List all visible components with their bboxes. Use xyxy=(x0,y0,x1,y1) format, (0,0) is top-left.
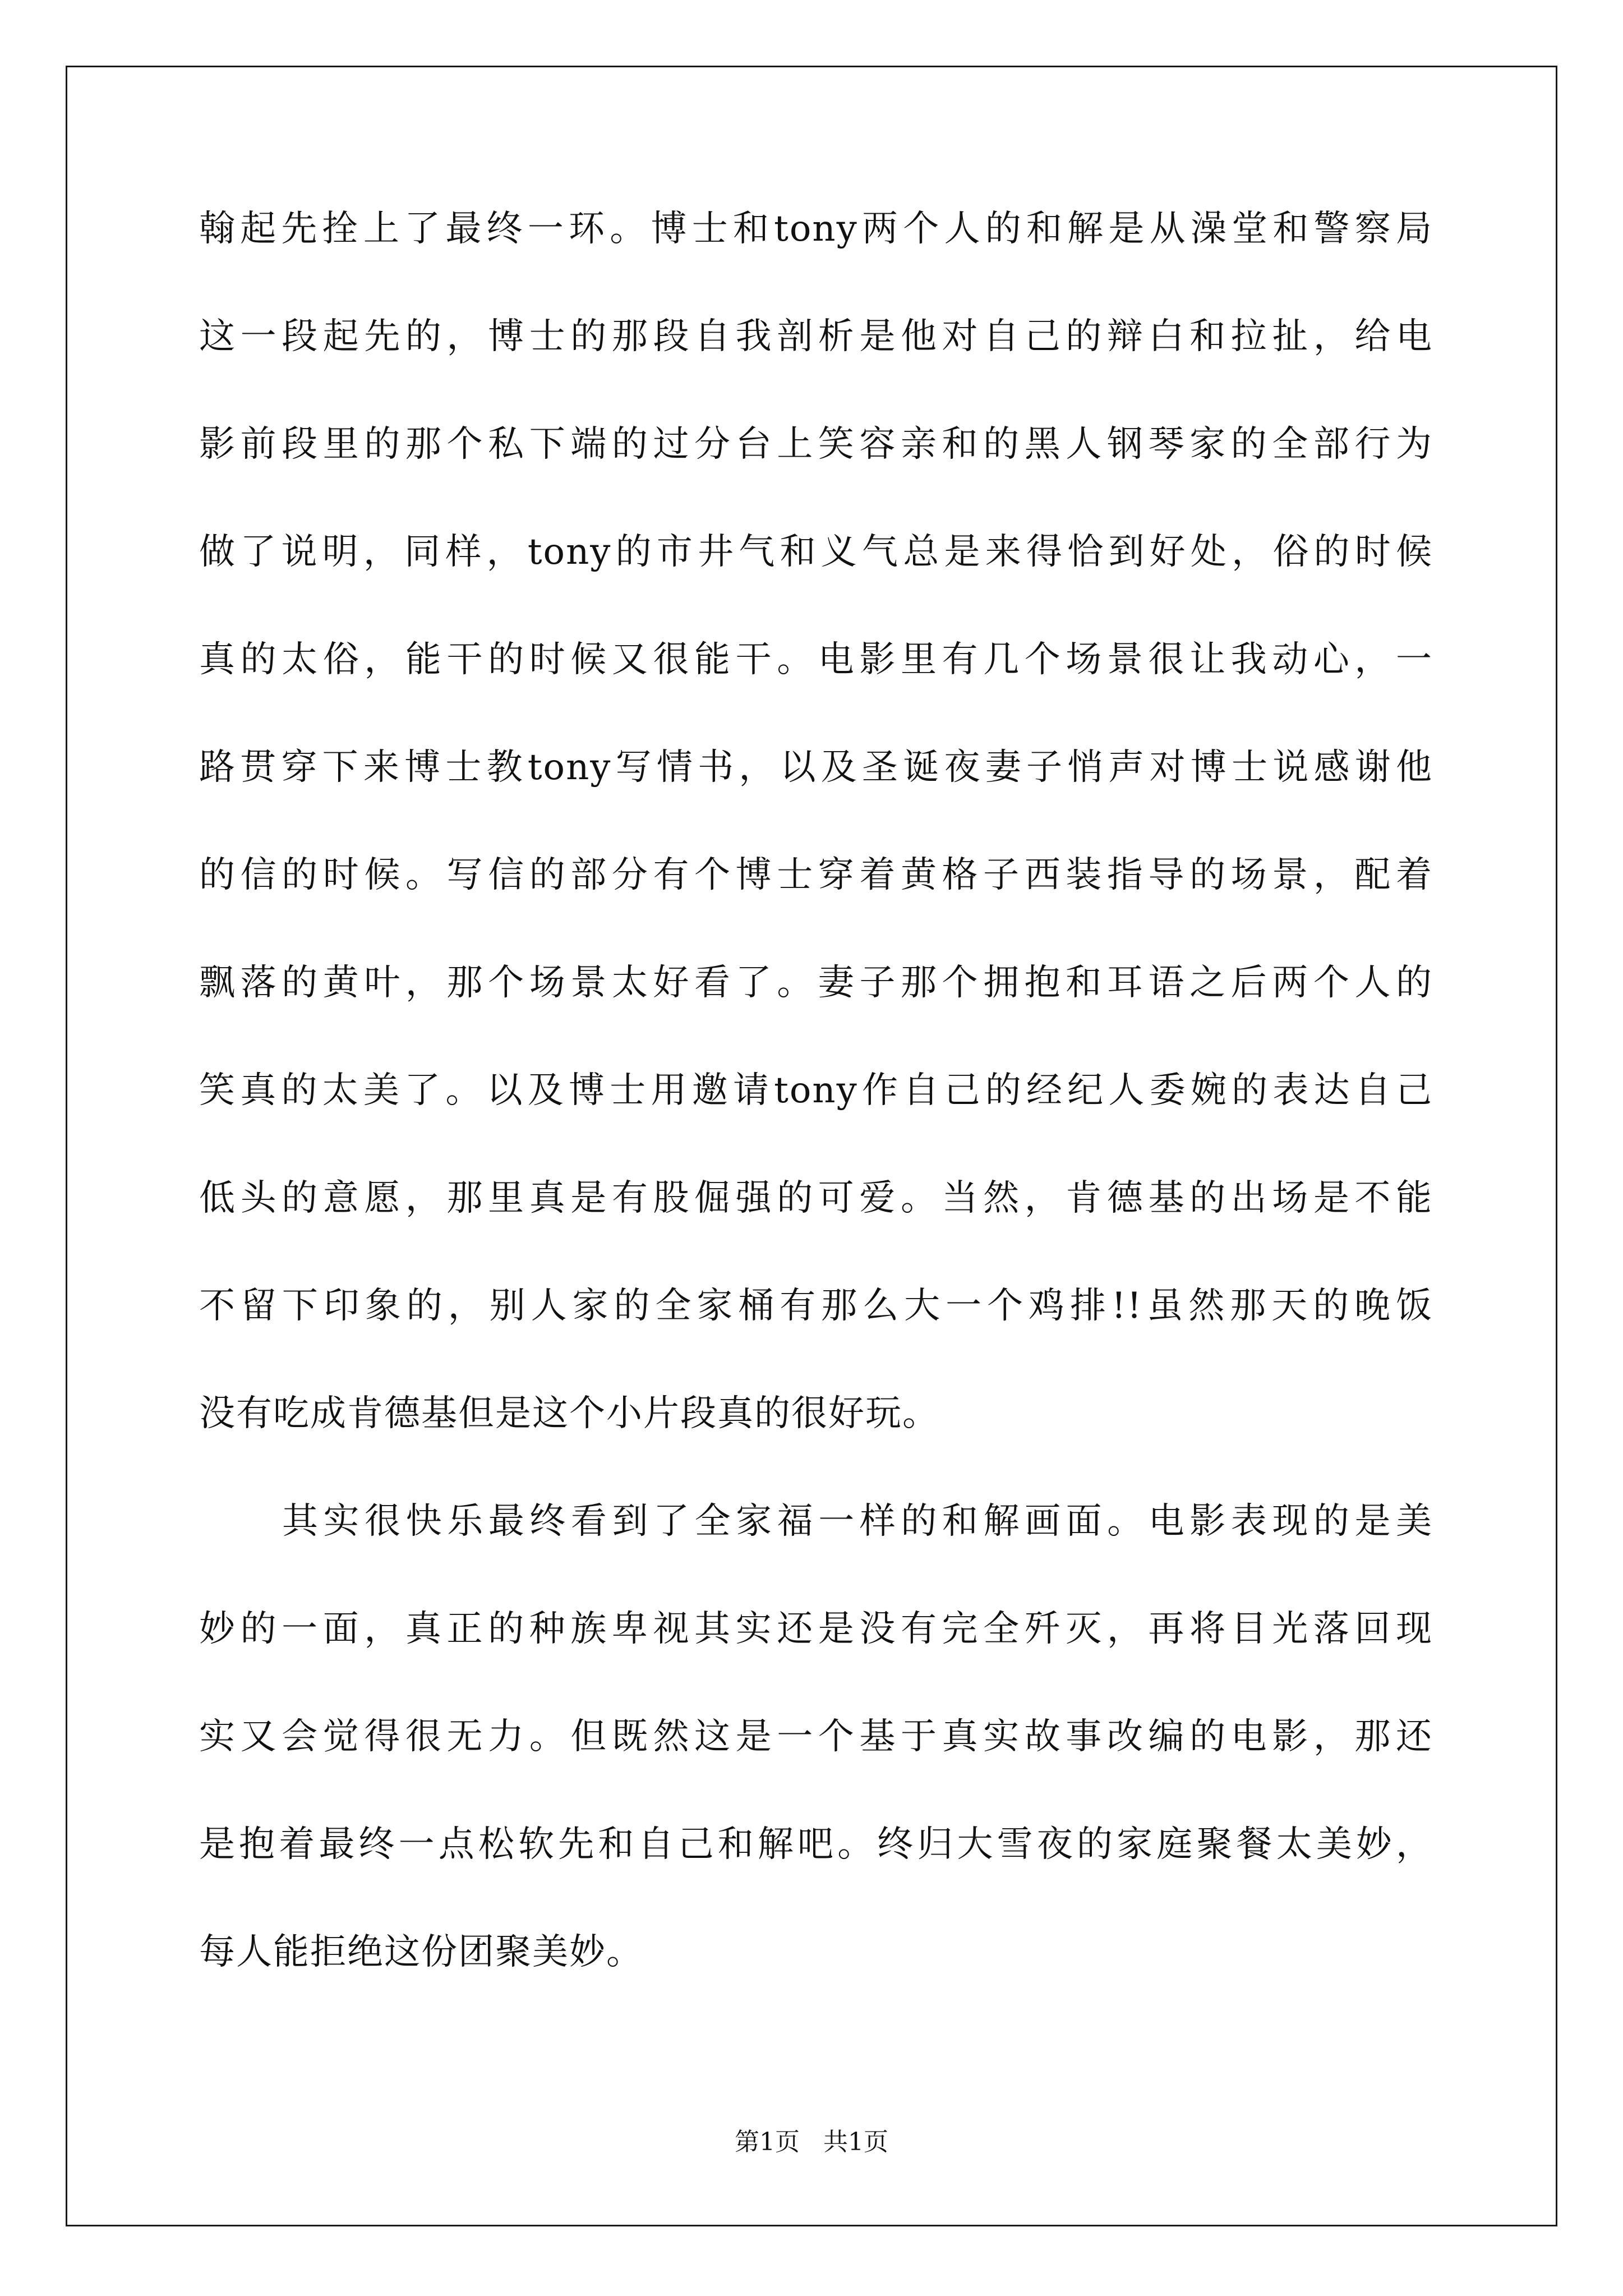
text-line: 是抱着最终一点松软先和自己和解吧。终归大雪夜的家庭聚餐太美妙， xyxy=(199,1824,1433,1865)
text-line: 没有吃成肯德基但是这个小片段真的很好玩。 xyxy=(199,1393,939,1434)
text-line: 妙的一面，真正的种族卑视其实还是没有完全歼灭，再将目光落回现 xyxy=(199,1608,1433,1650)
text-line: 其实很快乐最终看到了全家福一样的和解画面。电影表现的是美 xyxy=(282,1501,1433,1542)
text-line: 做了说明，同样，tony的市井气和义气总是来得恰到好处，俗的时候 xyxy=(199,531,1433,573)
paragraph-1 xyxy=(199,202,1433,1441)
text-line: 低头的意愿，那里真是有股倔强的可爱。当然，肯德基的出场是不能 xyxy=(199,1177,1433,1219)
text-line: 实又会觉得很无力。但既然这是一个基于真实故事改编的电影，那还 xyxy=(199,1716,1433,1757)
text-line: 影前段里的那个私下端的过分台上笑容亲和的黑人钢琴家的全部行为 xyxy=(199,424,1433,465)
text-line: 飘落的黄叶，那个场景太好看了。妻子那个拥抱和耳语之后两个人的 xyxy=(199,962,1433,1004)
paragraph-2 xyxy=(199,1494,1433,1979)
page-footer: 第1页 共1页 xyxy=(735,2128,888,2156)
text-line: 翰起先拴上了最终一环。博士和tony两个人的和解是从澡堂和警察局 xyxy=(199,208,1433,250)
text-line: 的信的时候。写信的部分有个博士穿着黄格子西装指导的场景，配着 xyxy=(199,854,1433,896)
text-line: 每人能拒绝这份团聚美妙。 xyxy=(199,1931,643,1973)
text-line: 这一段起先的，博士的那段自我剖析是他对自己的辩白和拉扯，给电 xyxy=(199,316,1433,357)
text-line: 笑真的太美了。以及博士用邀请tony作自己的经纪人委婉的表达自己 xyxy=(199,1070,1433,1111)
text-line: 不留下印象的，别人家的全家桶有那么大一个鸡排!!虽然那天的晚饭 xyxy=(199,1285,1433,1327)
text-line: 真的太俗，能干的时候又很能干。电影里有几个场景很让我动心，一 xyxy=(199,639,1433,680)
document-body xyxy=(199,202,1433,2033)
text-line: 路贯穿下来博士教tony写情书，以及圣诞夜妻子悄声对博士说感谢他 xyxy=(199,747,1433,788)
